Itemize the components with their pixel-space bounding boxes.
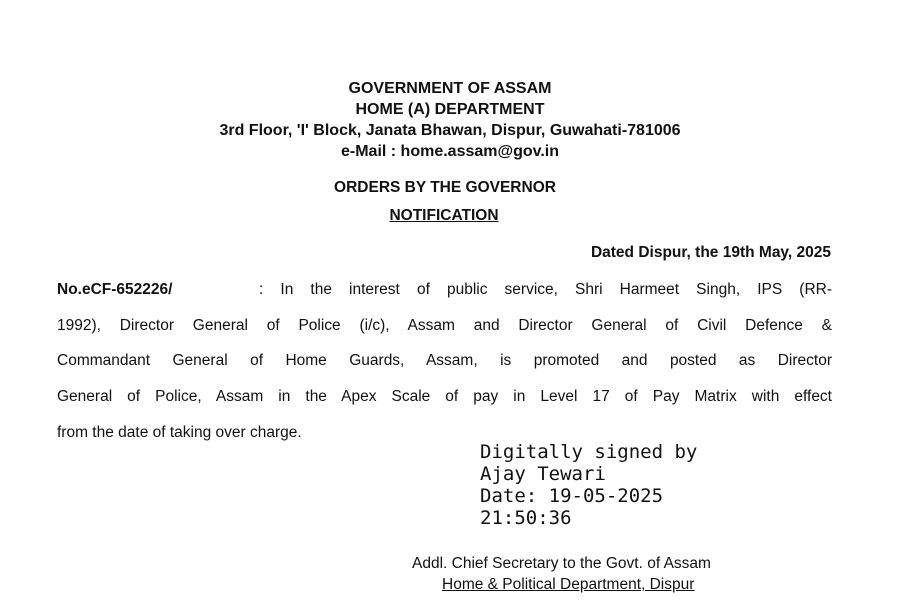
office-email: e-Mail : home.assam@gov.in [340,143,560,160]
reference-number: No.eCF-652226/ [57,281,173,298]
order-text-line-1: : In the interest of public service, Shri Harmeet Singh, IPS (RR- [259,281,832,298]
government-name: GOVERNMENT OF ASSAM [348,80,552,97]
orders-title: ORDERS BY THE GOVERNOR [334,179,556,196]
digital-signature-date: Date: 19-05-2025 [480,485,664,507]
notification-title: NOTIFICATION [389,207,499,224]
signatory-department: Home & Political Department, Dispur [442,576,695,593]
letterhead [0,78,900,162]
signatory-block [412,553,711,595]
order-text-line-3: Commandant General of Home Guards, Assam, is promoted and posted as Director [57,352,832,369]
digital-signature-label: Digitally signed by [480,441,698,463]
office-address: 3rd Floor, 'I' Block, Janata Bhawan, Dispur, Guwahati-781006 [219,122,681,139]
department-name: HOME (A) DEPARTMENT [355,101,545,118]
digital-signature-name: Ajay Tewari [480,463,606,485]
signatory-designation: Addl. Chief Secretary to the Govt. of Assam [412,555,711,572]
notification-heading [0,207,888,225]
digital-signature-time: 21:50:36 [480,507,572,529]
order-text-line-4: General of Police, Assam in the Apex Scale of pay in Level 17 of Pay Matrix with effect [57,388,832,405]
order-text-line-5: from the date of taking over charge. [57,424,302,441]
order-first-line [57,281,832,299]
dated-line: Dated Dispur, the 19th May, 2025 [590,244,831,261]
order-text-line-2: 1992), Director General of Police (i/c), Assam and Director General of Civil Defence & [57,317,832,334]
digital-signature-block [480,441,697,529]
